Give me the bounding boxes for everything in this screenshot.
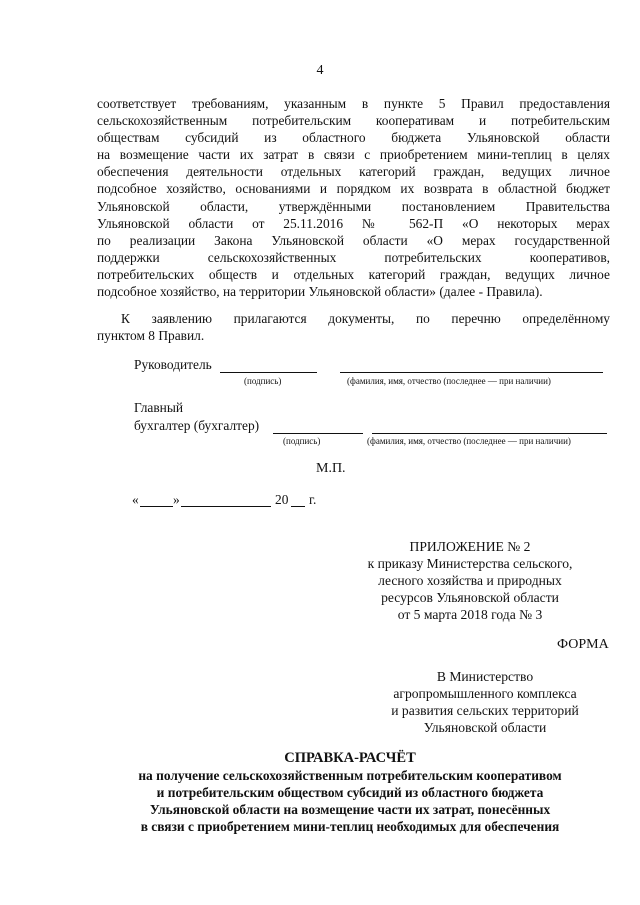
text-line: на возмещение части их затрат в связи с приобретением мини-теплиц в целях	[97, 147, 610, 163]
accountant-name-line	[372, 433, 607, 434]
addressee-line: Ульяновской области	[423, 720, 547, 735]
appendix-title: ПРИЛОЖЕНИЕ № 2	[409, 539, 531, 554]
text-line: соответствует требованиям, указанным в пункте 5 Правил предоставления	[97, 96, 610, 111]
text-line: подсобное хозяйство, на территории Ульяновской области» (далее - Правила).	[97, 284, 543, 300]
date-suffix: г.	[309, 492, 317, 507]
subtitle-line: Ульяновской области на возмещение части их затрат, понесённых	[149, 802, 551, 817]
date-year-line	[291, 506, 305, 507]
addressee-block	[360, 668, 610, 736]
addressee-line: и развития сельских территорий	[391, 703, 579, 718]
text-line: поддержки сельскохозяйственных потребительских кооперативов,	[97, 249, 610, 265]
text-line: Ульяновской области от 25.11.2016 № 562-П «О некоторых мерах	[97, 215, 610, 231]
addressee-line: В Министерство	[436, 669, 534, 684]
appendix-block	[340, 538, 600, 623]
text-line: по реализации Закона Ульяновской области «О мерах государственной	[97, 232, 610, 248]
stamp-label: М.П.	[316, 461, 346, 476]
date-year: 20	[275, 492, 289, 507]
text-line: сельскохозяйственным потребительским кооперативам и потребительским	[97, 113, 610, 129]
name-caption: (фамилия, имя, отчество (последнее — при наличии)	[367, 436, 571, 446]
document-title: СПРАВКА-РАСЧЁТ	[284, 750, 416, 766]
form-label: ФОРМА	[557, 637, 609, 652]
appendix-line: ресурсов Ульяновской области	[381, 590, 559, 605]
text-line: обществам субсидий из областного бюджета Ульяновской области	[97, 130, 610, 146]
appendix-line: лесного хозяйства и природных	[378, 573, 562, 588]
name-caption: (фамилия, имя, отчество (последнее — при наличии)	[347, 376, 551, 386]
text-line: пунктом 8 Правил.	[97, 328, 205, 344]
text-line: К заявлению прилагаются документы, по перечню определённому	[121, 311, 610, 326]
paragraph-requirements	[97, 95, 610, 300]
signature-caption: (подпись)	[283, 436, 321, 446]
subtitle-line: в связи с приобретением мини-теплиц необходимых для обеспечения	[140, 819, 560, 834]
text-line: Ульяновской области, утверждёнными постановлением Правительства	[97, 198, 610, 214]
accountant-signature-line	[273, 433, 363, 434]
date-open-quote: «	[132, 492, 139, 507]
accountant-label-2: бухгалтер (бухгалтер)	[134, 418, 260, 433]
subtitle-line: на получение сельскохозяйственным потребительским кооперативом	[138, 768, 562, 783]
text-line: потребительских обществ и отдельных категорий граждан, ведущих личное	[97, 266, 610, 282]
date-close-quote: »	[173, 492, 180, 507]
accountant-label-1: Главный	[134, 400, 184, 415]
head-label: Руководитель	[134, 357, 212, 372]
signature-caption: (подпись)	[244, 376, 282, 386]
appendix-line: от 5 марта 2018 года № 3	[397, 607, 543, 622]
addressee-line: агропромышленного комплекса	[393, 686, 577, 701]
head-signature-line	[220, 372, 317, 373]
subtitle-line: и потребительским обществом субсидий из областного бюджета	[156, 785, 544, 800]
date-month-line	[181, 506, 271, 507]
text-line: обеспечения деятельности отдельных категорий граждан, ведущих личное	[97, 164, 610, 180]
page-number: 4	[316, 63, 324, 78]
head-name-line	[340, 372, 603, 373]
date-day-line	[140, 506, 173, 507]
document-subtitle	[60, 767, 640, 835]
appendix-line: к приказу Министерства сельского,	[367, 556, 573, 571]
text-line: подсобное хозяйство, основаниями и порядком их возврата в областной бюджет	[97, 181, 610, 197]
paragraph-attachments	[97, 310, 610, 344]
